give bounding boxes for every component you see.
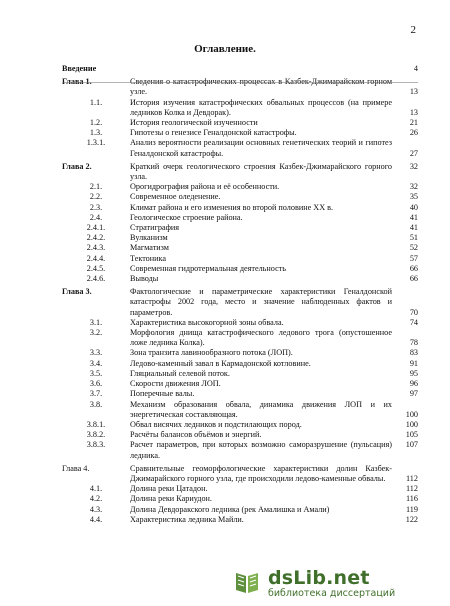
watermark <box>232 566 442 600</box>
toc-entry-number: 2.4.6. <box>86 274 106 284</box>
toc-entry-title: Зона транзита лавинообразного потока (ЛОП). <box>130 348 293 358</box>
toc-entry <box>62 233 418 243</box>
toc-entry <box>62 138 418 158</box>
toc-entry-page: 35 <box>409 192 418 202</box>
toc-entry <box>62 389 418 399</box>
toc-entry <box>62 515 418 525</box>
table-of-contents <box>62 64 418 525</box>
toc-entry <box>62 440 418 460</box>
toc-entry-page: 112 <box>406 484 418 494</box>
toc-entry <box>62 274 418 284</box>
toc-entry-page: 51 <box>409 233 418 243</box>
toc-entry-number: 2.3. <box>89 202 103 212</box>
toc-entry-title: Расчет параметров, при которых возможно саморазрушение (пульсация) ледника. <box>130 440 392 460</box>
toc-entry-number: 4.2. <box>89 494 103 504</box>
toc-entry-title: Современная гидротермальная деятельность <box>130 263 287 273</box>
strike-line <box>62 82 418 83</box>
toc-entry-number: 4.3. <box>89 504 103 514</box>
toc-entry-number: Введение <box>62 64 97 73</box>
toc-entry-page: 41 <box>409 223 418 233</box>
toc-entry-page: 40 <box>409 202 418 212</box>
toc-entry-title: Климат района и его изменения во второй половине XX в. <box>130 202 334 212</box>
toc-entry-number: 3.8.2. <box>86 430 106 440</box>
toc-entry-number: 4.1. <box>89 484 103 494</box>
toc-entry-number: 2.4. <box>89 212 103 222</box>
toc-entry <box>62 64 418 74</box>
toc-entry <box>62 348 418 358</box>
toc-entry-number: 4.4. <box>89 514 103 524</box>
toc-entry-title: Геологическое строение района. <box>130 212 243 222</box>
toc-entry <box>62 379 418 389</box>
page-number: 2 <box>410 24 416 36</box>
toc-entry <box>62 243 418 253</box>
toc-entry-title: Гипотезы о генезисе Геналдонской катастрофы. <box>130 128 297 138</box>
toc-entry <box>62 203 418 213</box>
toc-entry-page: 107 <box>405 440 418 450</box>
toc-entry-page: 4 <box>413 64 418 73</box>
toc-entry-page: 116 <box>406 494 418 504</box>
toc-entry <box>62 162 418 182</box>
toc-entry-title: История геологической изученности <box>130 118 258 128</box>
toc-entry-number: 2.2. <box>89 192 103 202</box>
toc-entry <box>62 118 418 128</box>
toc-entry <box>62 182 418 192</box>
toc-entry-page: 41 <box>409 212 418 222</box>
toc-entry <box>62 213 418 223</box>
toc-entry-title: Анализ вероятности реализации основных генетических теорий и гипотез Геналдонской катастрофы. <box>130 138 392 158</box>
toc-entry-page: 21 <box>409 118 418 128</box>
toc-entry-title <box>130 64 392 74</box>
page-title: Оглавление. <box>194 43 256 55</box>
toc-entry-number: Глава 2. <box>62 161 92 171</box>
toc-entry-page: 112 <box>406 473 418 483</box>
toc-entry <box>62 430 418 440</box>
toc-entry-number: 1.3. <box>89 128 103 138</box>
toc-entry <box>62 359 418 369</box>
toc-entry <box>62 505 418 515</box>
toc-entry-title: Гляциальный селевой поток. <box>130 368 230 378</box>
toc-entry-title: Характеристика высокогорной зоны обвала. <box>130 317 284 327</box>
toc-entry-number: 3.6. <box>89 379 103 389</box>
watermark-subtitle: библиотека диссертаций <box>268 588 396 599</box>
toc-entry-page: 122 <box>405 514 418 524</box>
toc-entry-page: 57 <box>409 253 418 263</box>
toc-entry-number: 3.2. <box>89 328 103 338</box>
toc-entry-number: 2.1. <box>89 182 103 192</box>
toc-entry-page: 32 <box>409 161 418 171</box>
toc-entry-page: 27 <box>409 148 418 158</box>
toc-entry-title: История изучения катастрофических обвальных процессов (на примере ледников Колка и Девдорак). <box>130 97 392 117</box>
toc-entry <box>62 77 418 97</box>
toc-entry-title: Орогидрография района и её особенности. <box>130 182 280 192</box>
toc-entry-title: Расчёты балансов объёмов и энергий. <box>130 430 262 440</box>
toc-entry-number: Глава 3. <box>62 287 92 297</box>
toc-entry-title: Ледово-каменный завал в Кармадонской котловине. <box>130 358 311 368</box>
toc-entry-page: 32 <box>409 182 418 192</box>
toc-entry-number: Глава 4. <box>62 463 90 473</box>
toc-entry <box>62 128 418 138</box>
toc-entry <box>62 98 418 118</box>
toc-entry-page: 70 <box>409 307 418 317</box>
toc-entry-title: Сведения о катастрофических процессах в Казбек-Джимарайском горном узле. <box>130 77 392 97</box>
toc-entry-page: 100 <box>405 409 418 419</box>
toc-entry-page: 74 <box>409 317 418 327</box>
toc-entry-page: 96 <box>409 379 418 389</box>
toc-entry <box>62 318 418 328</box>
toc-entry-title: Поперечные валы. <box>130 389 195 399</box>
toc-entry <box>62 484 418 494</box>
toc-entry-page: 66 <box>409 263 418 273</box>
toc-entry-page: 66 <box>409 274 418 284</box>
toc-entry-page: 119 <box>406 504 418 514</box>
toc-entry-page: 13 <box>409 107 418 117</box>
toc-entry-title: Фактологические и параметрические характеристики Геналдонской катастрофы 2002 года, место и значение наблюденных фактов и параметров. <box>130 287 392 317</box>
toc-entry-title: Долина реки Цатадон. <box>130 484 208 494</box>
toc-entry-number: 1.2. <box>89 118 103 128</box>
toc-entry-number: 2.4.5. <box>86 263 106 273</box>
toc-entry-number: 3.8. <box>89 399 103 409</box>
toc-entry-number: 3.3. <box>89 348 103 358</box>
toc-entry-number: 3.8.3. <box>86 440 106 450</box>
toc-entry-number: 2.4.1. <box>86 223 106 233</box>
watermark-name: dsLib.net <box>268 567 370 589</box>
toc-entry-number: 3.5. <box>89 368 103 378</box>
toc-entry <box>62 494 418 504</box>
toc-entry-page: 100 <box>405 419 418 429</box>
toc-entry-title: Морфология днища катастрофического ледового трога (опустошенное ложе ледника Колка). <box>130 328 392 348</box>
toc-entry <box>62 254 418 264</box>
toc-entry-number: 2.4.2. <box>86 233 106 243</box>
toc-entry-title: Краткий очерк геологического строения Казбек-Джимарайского горного узла. <box>130 161 392 182</box>
toc-entry-page: 26 <box>409 128 418 138</box>
toc-entry <box>62 400 418 420</box>
toc-entry <box>62 369 418 379</box>
toc-entry-title: Скорости движения ЛОП. <box>130 379 221 389</box>
toc-entry-title: Магматизм <box>130 243 169 253</box>
toc-entry <box>62 192 418 202</box>
toc-entry-title: Долина реки Кариудон. <box>130 494 212 504</box>
toc-entry-page: 83 <box>409 348 418 358</box>
toc-entry <box>62 264 418 274</box>
toc-entry-number: 3.1. <box>89 317 103 327</box>
toc-entry-title: Выводы <box>130 274 159 284</box>
toc-entry-page: 78 <box>409 338 418 348</box>
toc-entry-title: Сравнительные геоморфологические характеристики долин Казбек-Джимарайского горного узла, где происходили ледово-каменные обвалы. <box>130 463 392 483</box>
book-logo-icon <box>232 567 262 597</box>
toc-entry-number: 3.7. <box>89 389 103 399</box>
toc-entry-title: Тектоника <box>130 253 167 263</box>
toc-entry-title: Обвал висячих ледников и подстилающих пород. <box>130 419 302 429</box>
toc-entry-number: 1.1. <box>89 97 103 107</box>
toc-entry-title: Стратиграфия <box>130 223 180 233</box>
toc-entry-number: 2.4.3. <box>86 243 106 253</box>
toc-entry <box>62 420 418 430</box>
toc-entry-title: Характеристика ледника Майли. <box>130 514 244 524</box>
toc-entry-page: 97 <box>409 389 418 399</box>
toc-entry-page: 91 <box>409 358 418 368</box>
toc-entry-number: 2.4.4. <box>86 253 106 263</box>
toc-entry-title: Механизм образования обвала, динамика движения ЛОП и их энергетическая составляющая. <box>130 399 392 419</box>
toc-entry-number: Глава 1. <box>62 77 92 87</box>
toc-entry-number: 3.8.1. <box>86 419 106 429</box>
toc-entry-page: 52 <box>409 243 418 253</box>
toc-entry <box>62 287 418 318</box>
toc-entry <box>62 464 418 484</box>
toc-entry-page: 95 <box>409 368 418 378</box>
toc-entry-number: 1.3.1. <box>86 138 106 148</box>
toc-entry <box>62 328 418 348</box>
toc-entry-page: 13 <box>409 87 418 97</box>
toc-entry-title: Долина Девдоракского ледника (рек Амалишка и Амали) <box>130 504 330 514</box>
toc-entry-number: 3.4. <box>89 358 103 368</box>
toc-entry-title: Современное оледенение. <box>130 192 221 202</box>
toc-entry-title: Вулканизм <box>130 233 168 243</box>
toc-entry-page: 105 <box>405 430 418 440</box>
toc-entry <box>62 223 418 233</box>
